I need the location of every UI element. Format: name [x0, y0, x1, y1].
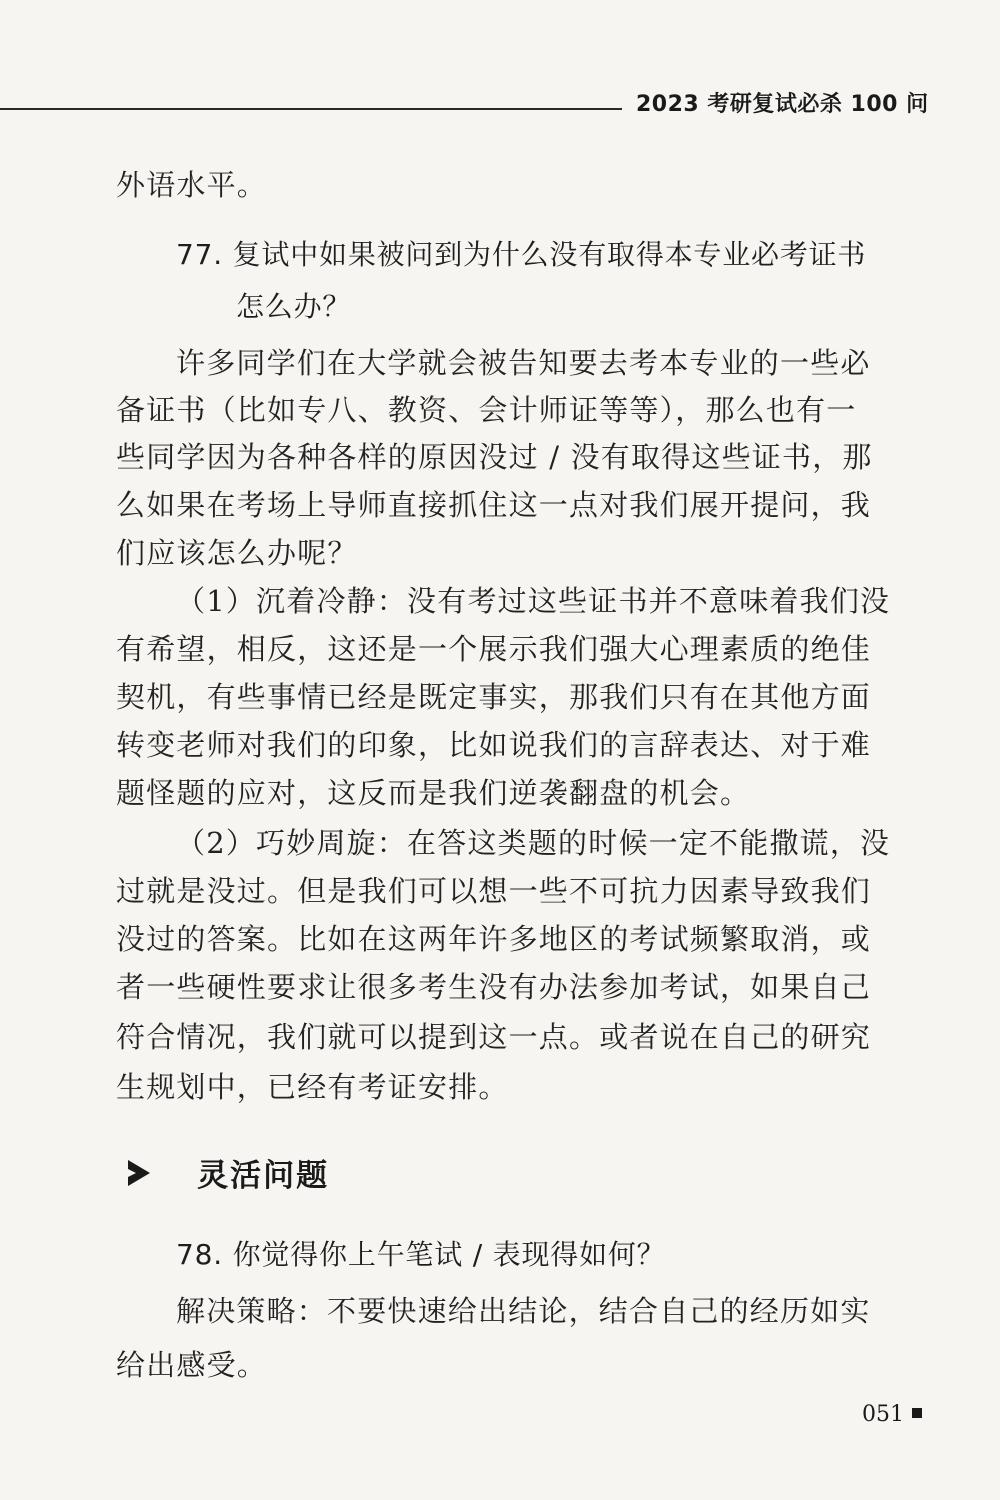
paragraph-line: 解决策略：不要快速给出结论，结合自己的经历如实 — [176, 1294, 871, 1328]
arrow-bullet-icon — [128, 1160, 150, 1186]
page-number-text: 051 — [862, 1402, 904, 1427]
paragraph-line: 契机，有些事情已经是既定事实，那我们只有在其他方面 — [116, 680, 872, 714]
paragraph-line: 们应该怎么办呢？ — [116, 536, 358, 570]
paragraph-line: 许多同学们在大学就会被告知要去考本专业的一些必 — [176, 346, 871, 380]
paragraph-line: 些同学因为各种各样的原因没过 / 没有取得这些证书，那 — [116, 440, 873, 474]
square-icon — [912, 1408, 922, 1418]
paragraph-line: （2）巧妙周旋：在答这类题的时候一定不能撒谎，没 — [176, 826, 891, 860]
question-78-heading: 78. 你觉得你上午笔试 / 表现得如何？ — [176, 1238, 666, 1271]
section-title: 灵活问题 — [197, 1158, 330, 1194]
paragraph-line: 题怪题的应对，这反而是我们逆袭翻盘的机会。 — [116, 776, 751, 810]
section-heading — [128, 1150, 329, 1196]
header-title: 2023 考研复试必杀 100 问 — [636, 92, 929, 117]
paragraph-line: 有希望，相反，这还是一个展示我们强大心理素质的绝佳 — [116, 632, 872, 666]
header-rule — [0, 108, 622, 110]
paragraph-line: 过就是没过。但是我们可以想一些不可抗力因素导致我们 — [116, 874, 872, 908]
paragraph-line: 外语水平。 — [116, 168, 268, 202]
question-77-heading-cont: 怎么办？ — [236, 290, 352, 323]
paragraph-line: 备证书（比如专八、教资、会计师证等等），那么也有一 — [116, 393, 857, 427]
paragraph-line: 没过的答案。比如在这两年许多地区的考试频繁取消，或 — [116, 922, 872, 956]
running-header — [0, 83, 1000, 123]
paragraph-line: 么如果在考场上导师直接抓住这一点对我们展开提问，我 — [116, 488, 872, 522]
paragraph-line: 给出感受。 — [116, 1348, 268, 1382]
paragraph-line: （1）沉着冷静：没有考过这些证书并不意味着我们没 — [176, 584, 891, 618]
paragraph-line: 生规划中，已经有考证安排。 — [116, 1070, 509, 1104]
paragraph-line: 符合情况，我们就可以提到这一点。或者说在自己的研究 — [116, 1020, 872, 1054]
paragraph-line: 转变老师对我们的印象，比如说我们的言辞表达、对于难 — [116, 728, 872, 762]
question-77-heading: 77. 复试中如果被问到为什么没有取得本专业必考证书 — [176, 238, 867, 271]
paragraph-line: 者一些硬性要求让很多考生没有办法参加考试，如果自己 — [116, 970, 872, 1004]
page-number — [862, 1402, 922, 1427]
